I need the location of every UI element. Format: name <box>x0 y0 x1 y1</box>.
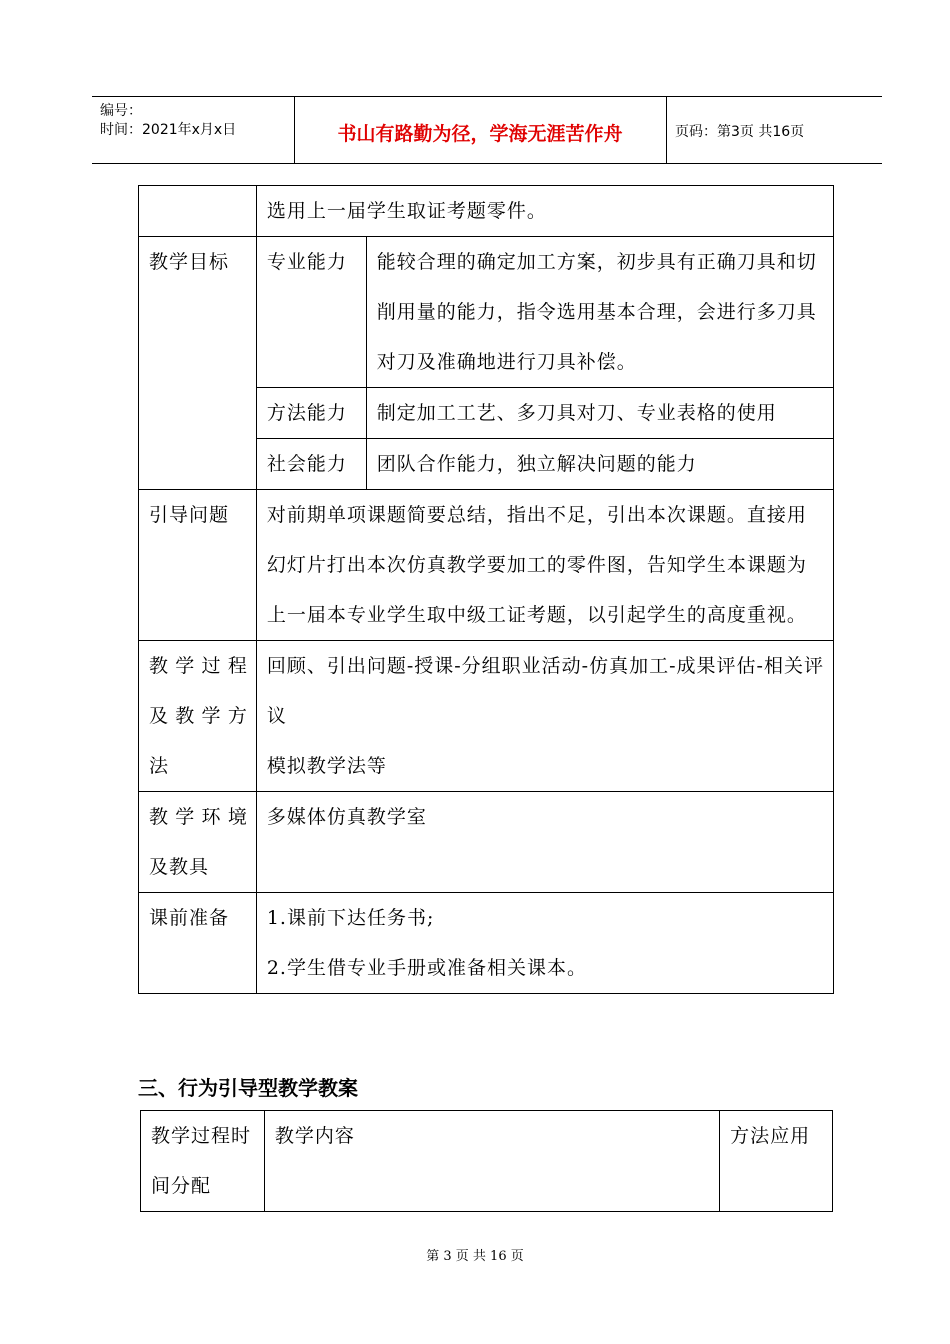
header-method-application: 方法应用 <box>720 1111 833 1212</box>
label-teaching-process: 教学过程及教学方法 <box>139 641 257 792</box>
text-teaching-process: 回顾、引出问题-授课-分组职业活动-仿真加工-成果评估-相关评议 <box>266 655 824 727</box>
section-title: 三、行为引导型教学教案 <box>138 1076 358 1100</box>
label-social-ability: 社会能力 <box>256 439 366 490</box>
header-meta-cell <box>92 97 295 163</box>
behavior-plan-table <box>140 1110 833 1212</box>
label-teaching-goal: 教学目标 <box>139 237 257 490</box>
text-preparation-2: 2.学生借专业手册或准备相关课本。 <box>266 957 587 979</box>
page-header <box>92 96 882 164</box>
label-teaching-env: 教学环境及教具 <box>139 792 257 893</box>
header-page-label: 页码：第3页 共16页 <box>675 124 805 140</box>
text-professional-ability: 能较合理的确定加工方案，初步具有正确刀具和切削用量的能力，指令选用基本合理，会进行多刀具对刀及准确地进行刀具补偿。 <box>366 237 833 388</box>
header-page-cell <box>667 97 882 163</box>
table-row <box>139 792 834 893</box>
table-row <box>139 186 834 237</box>
table-row <box>139 237 834 388</box>
label-preparation: 课前准备 <box>139 893 257 994</box>
cell-top-continued: 选用上一届学生取证考题零件。 <box>256 186 833 237</box>
header-motto-cell <box>294 97 667 163</box>
cell-teaching-process <box>256 641 833 792</box>
table-row <box>139 641 834 792</box>
doc-number-label: 编号： <box>100 103 142 119</box>
table-row <box>141 1111 833 1212</box>
text-preparation-1: 1.课前下达任务书; <box>266 907 435 929</box>
text-social-ability: 团队合作能力，独立解决问题的能力 <box>366 439 833 490</box>
text-teaching-method: 模拟教学法等 <box>266 755 387 777</box>
lesson-plan-table <box>138 185 834 994</box>
cell-preparation <box>256 893 833 994</box>
table-row <box>139 490 834 641</box>
text-teaching-env: 多媒体仿真教学室 <box>256 792 833 893</box>
label-professional-ability: 专业能力 <box>256 237 366 388</box>
text-method-ability: 制定加工工艺、多刀具对刀、专业表格的使用 <box>366 388 833 439</box>
page-footer: 第 3 页 共 16 页 <box>426 1249 524 1264</box>
text-guide-question: 对前期单项课题简要总结，指出不足，引出本次课题。直接用幻灯片打出本次仿真教学要加工的零件图，告知学生本课题为上一届本专业学生取中级工证考题，以引起学生的高度重视。 <box>256 490 833 641</box>
table-row <box>139 893 834 994</box>
empty-cell <box>139 186 257 237</box>
header-motto: 书山有路勤为径，学海无涯苦作舟 <box>337 123 623 145</box>
label-method-ability: 方法能力 <box>256 388 366 439</box>
doc-time-label: 时间：2021年x月x日 <box>100 122 237 138</box>
header-time-allocation: 教学过程时间分配 <box>141 1111 265 1212</box>
header-teaching-content: 教学内容 <box>264 1111 719 1212</box>
label-guide-question: 引导问题 <box>139 490 257 641</box>
